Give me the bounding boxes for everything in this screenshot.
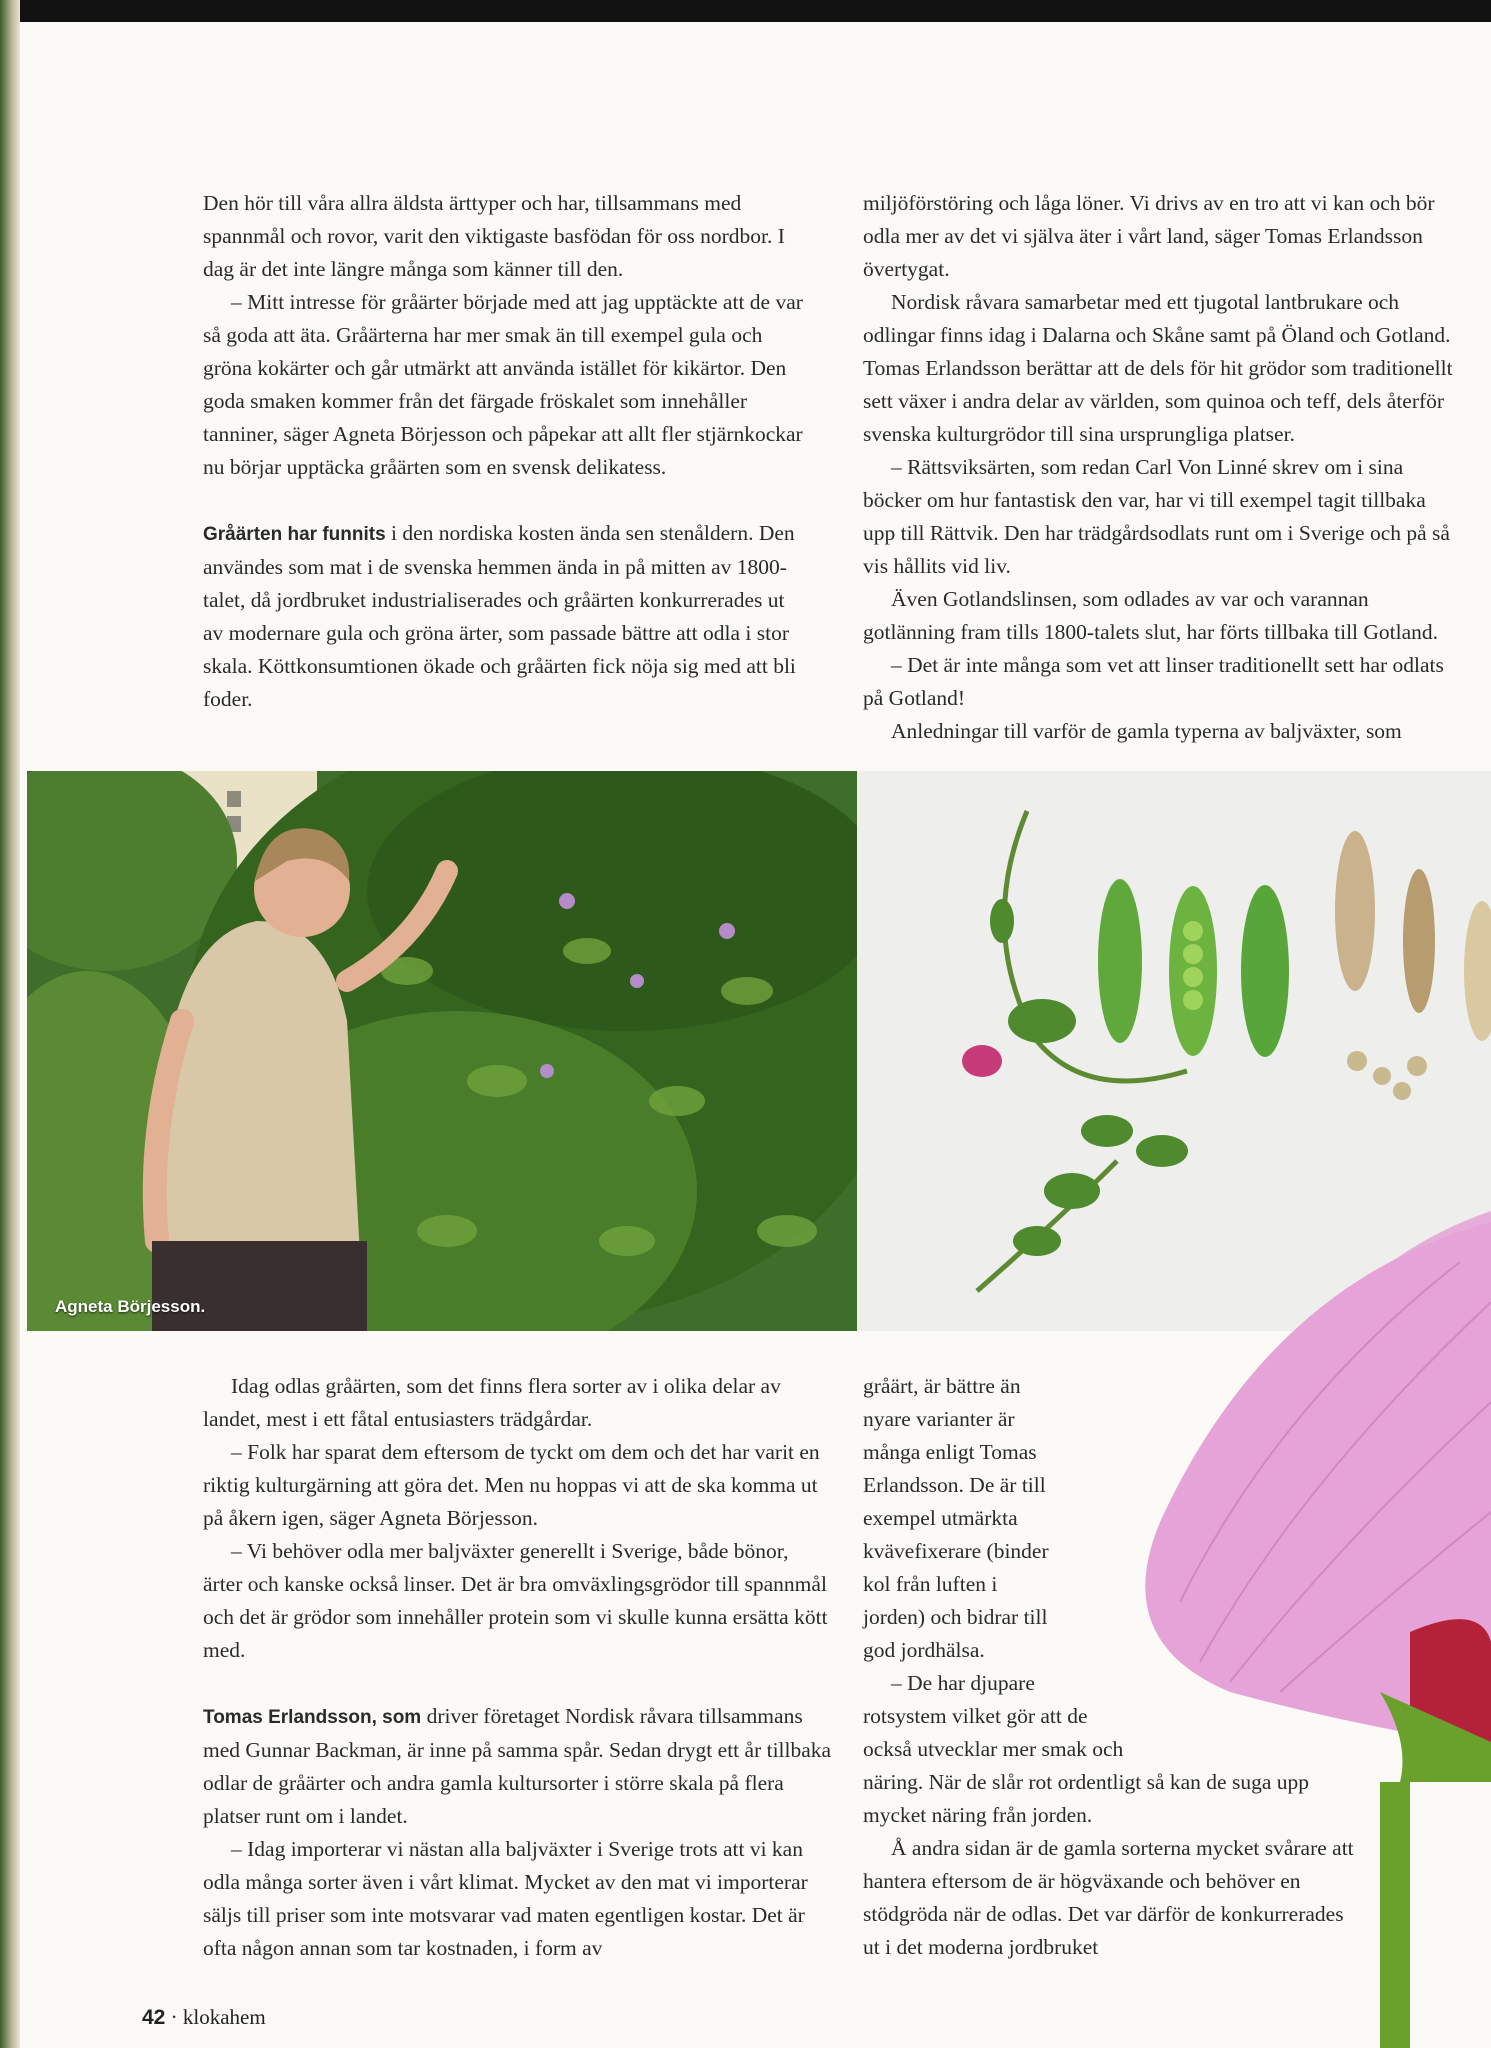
paragraph: – Rättsviksärten, som redan Carl Von Linné skrev om i sina böcker om hur fantastisk den var, har vi till exempel tagit tillbaka upp till Rättvik. Den har trädgårdsodlats runt om i Sverige och på så vis hållits vid liv. [863,455,1450,578]
paragraph: – Folk har sparat dem eftersom de tyckt om dem och det har varit en riktig kulturgärning att göra det. Men nu hoppas vi att de ska komma ut på åkern igen, säger Agneta Börjesson. [203,1440,820,1530]
garden-photo [27,771,857,1331]
magazine-page [20,22,1491,2048]
paragraph: Anledningar till varför de gamla typerna av baljväxter, som [891,719,1402,743]
paragraph: – Det är inte många som vet att linser traditionellt sett har odlats på Gotland! [863,653,1444,710]
paragraph: Nordisk råvara samarbetar med ett tjugotal lantbrukare och odlingar finns idag i Dalarna och Skåne samt på Öland och Gotland. Tomas Erlandsson berättar att de dels för hit grödor som traditionellt sett växer i andra delar av världen, som quinoa och teff, dels återför svenska kulturgrödor till sina ursprungliga platser. [863,290,1453,446]
page-folio: 42 · klokahem [142,2005,266,2029]
scan-top-edge [0,0,1491,22]
garden-illustration [27,771,857,1331]
paragraph: miljöförstöring och låga löner. Vi drivs av en tro att vi kan och bör odla mer av det vi själva äter i vårt land, säger Tomas Erlandsson övertygat. [863,191,1435,281]
paragraph: Gråärten har funnits i den nordiska kosten ända sen stenåldern. Den användes som mat i de svenska hemmen ända in på mitten av 1800-talet, då jordbruket industrialiserades och gråärten konkurrerades ut av modernare gula och gröna ärter, som passade bättre att odla i stor skala. Köttkonsumtionen ökade och gråärten fick nöja sig med att bli foder. [203,521,796,711]
paragraph: Den hör till våra allra äldsta ärttyper och har, tillsammans med spannmål och rovor, varit den viktigaste basfödan för oss nordbor. I dag är det inte längre många som känner till den. [203,191,785,281]
column-2-top [863,187,1453,748]
section-lead: Gråärten har funnits [203,524,386,545]
paragraph: näring. När de slår rot ordentligt så kan de suga upp mycket näring från jorden. [863,1770,1309,1827]
paragraph: Tomas Erlandsson, som driver företaget Nordisk råvara tillsammans med Gunnar Backman, är inne på samma spår. Sedan drygt ett år tillbaka odlar de gråärter och andra gamla kultursorter i större skala på flera platser runt om i landet. [203,1704,832,1828]
photo-caption: Agneta Börjesson. [55,1297,206,1316]
paragraph: – Vi behöver odla mer baljväxter generellt i Sverige, både bönor, ärter och kanske också linser. Det är bra omväxlingsgrödor till spannmål och det är grödor som innehåller protein som vi skulle kunna ersätta kött med. [203,1539,828,1662]
paragraph: – Mitt intresse för gråärter började med att jag upptäckte att de var så goda att äta. Gråärterna har mer smak än till exempel gula och gröna kokärter och går utmärkt att använda istället för kikärtor. Den goda smaken kommer från det färgade fröskalet som innehåller tanniner, säger Agneta Börjesson och påpekar att allt fler stjärnkockar nu börjar upptäcka gråärten som en svensk delikatess. [203,290,803,479]
binding-spine [0,0,20,2048]
page-number: 42 [142,2006,166,2029]
paragraph: Även Gotlandslinsen, som odlades av var och varannan gotlänning fram tills 1800-talets slut, har förts tillbaka till Gotland. [863,587,1439,644]
magazine-name: klokahem [182,2005,266,2029]
column-1-bottom [203,1370,833,1965]
paragraph: Å andra sidan är de gamla sorterna mycket svårare att hantera eftersom de är högväxande och behöver en stödgröda när de odlas. Det var därför de konkurrerades ut i det moderna jordbruket [863,1836,1354,1959]
section-lead: Tomas Erlandsson, som [203,1707,422,1728]
column-2-bottom: gråärt, är bättre än nyare varianter är många enligt Tomas Erlandsson. De är till exempel utmärkta kvävefixerare (binder kol från luften i jorden) och bidrar till god jordhälsa. – De har djupare rotsystem vilket gör att de också utvecklar mer smak och näring. När de slår rot ordentligt så kan de suga upp mycket näring från jorden. Å andra sidan är de gamla sorterna mycket svårare att hantera eftersom de är högväxande och behöver en stödgröda när de odlas. Det var därför de konkurrerades ut i det moderna jordbruket [863,1370,1423,1964]
paragraph: – Idag importerar vi nästan alla baljväxter i Sverige trots att vi kan odla många sorter även i vårt klimat. Mycket av den mat vi importerar säljs till priser som inte motsvarar vad maten egentligen kostar. Det är ofta någon annan som tar kostnaden, i form av [203,1837,808,1960]
paragraph: Idag odlas gråärten, som det finns flera sorter av i olika delar av landet, mest i ett fåtal entusiasters trädgårdar. [203,1374,781,1431]
column-1-top [203,187,803,716]
